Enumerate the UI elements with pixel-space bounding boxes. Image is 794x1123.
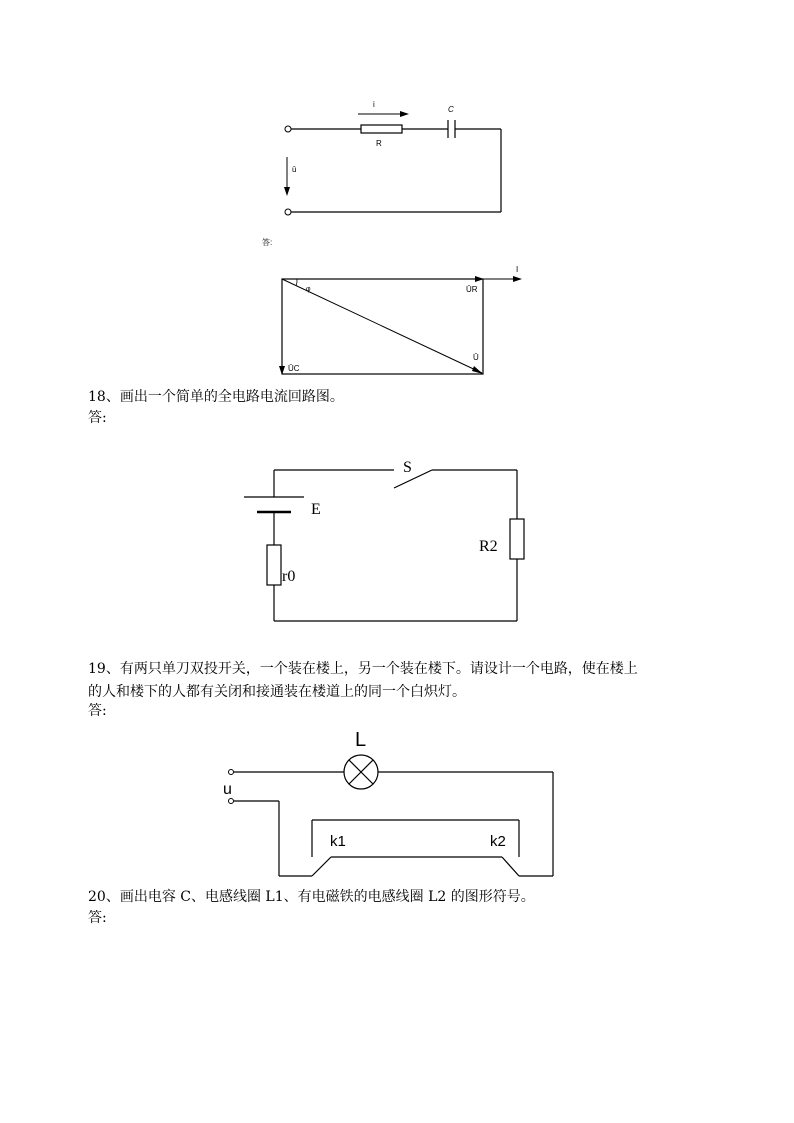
switch-k1-blade [312, 857, 331, 876]
terminal-bottom [285, 209, 291, 215]
capacitor-label: C [448, 105, 454, 114]
answer-20-label: 答: [88, 910, 107, 926]
arrow-head-icon [400, 111, 409, 117]
phasor-phi-label: φ [306, 286, 311, 293]
question-19-line-2: 的人和楼下的人都有关闭和接通装在楼道上的同一个白炽灯。 [88, 684, 466, 700]
switch-k2-label: k2 [490, 833, 506, 850]
resistor-label: R [376, 139, 382, 148]
lamp-l-label: L [355, 729, 367, 751]
r2-label: R2 [479, 538, 498, 555]
source-terminal-bottom [229, 799, 234, 804]
question-18-text: 18、画出一个简单的全电路电流回路图。 [88, 389, 344, 405]
source-terminal-top [229, 770, 234, 775]
switch-k2-blade [502, 857, 519, 876]
arrow-head-icon [472, 366, 483, 374]
phasor-u-label: Ū [473, 353, 479, 362]
arrow-head-icon [513, 276, 522, 282]
voltage-label: ū [292, 165, 297, 174]
switch-s-label: S [403, 459, 412, 476]
arrow-head-icon [284, 187, 290, 196]
phasor-ur-label: ŪR [466, 285, 478, 294]
phase-angle-arc [296, 279, 297, 286]
phasor-uc-label: ŪC [288, 364, 300, 373]
source-u-label: u [223, 781, 232, 798]
r0-label: r0 [282, 568, 296, 585]
lamp-cross [349, 760, 373, 784]
switch-k1-label: k1 [330, 833, 346, 850]
resistor-r0 [267, 545, 281, 585]
resistor-r [361, 125, 402, 133]
answer-mark-17: 答: [262, 238, 273, 247]
resistor-r2 [510, 519, 524, 559]
question-20-text: 20、画出电容 C、电感线圈 L1、有电磁铁的电感线圈 L2 的图形符号。 [88, 889, 535, 905]
switch-s-blade [394, 470, 432, 488]
voltage-phasor-diagonal [282, 279, 482, 373]
terminal-top [285, 126, 291, 132]
answer-18-label: 答: [88, 410, 107, 426]
emf-e-label: E [311, 501, 321, 518]
phasor-i-label: I [516, 265, 519, 274]
lamp-icon [344, 755, 378, 789]
rc-circuit-diagram [0, 0, 794, 400]
lamp-cross [349, 760, 373, 784]
current-label: i [373, 100, 375, 109]
answer-19-label: 答: [88, 703, 107, 719]
question-19-line-1: 19、有两只单刀双投开关，一个装在楼上，另一个装在楼下。请设计一个电路，使在楼上 [88, 661, 638, 677]
